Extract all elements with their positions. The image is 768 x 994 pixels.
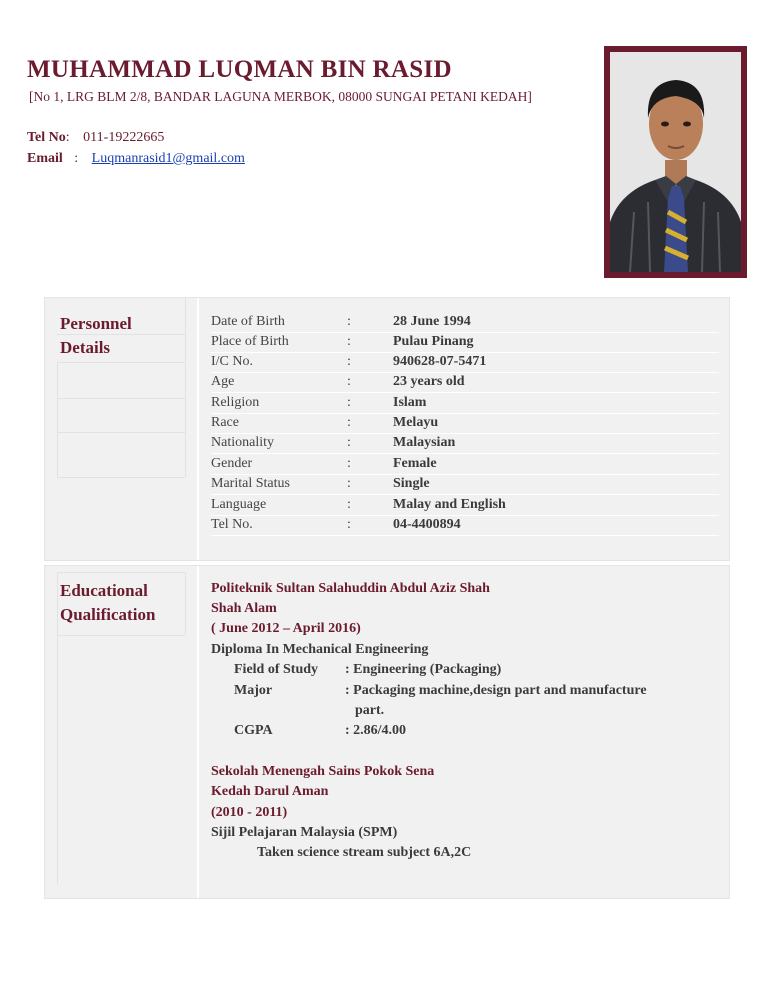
school1-location: Shah Alam	[211, 601, 277, 616]
detail-value: Islam	[393, 395, 427, 410]
major-value-cont: part.	[355, 703, 385, 718]
detail-value: 04-4400894	[393, 517, 461, 532]
personal-details-label-column	[45, 298, 199, 560]
detail-sep: :	[347, 354, 351, 369]
email-line	[27, 151, 245, 167]
school2-detail: Taken science stream subject 6A,2C	[257, 845, 472, 860]
school1-period: ( June 2012 – April 2016)	[211, 621, 361, 636]
school2-name: Sekolah Menengah Sains Pokok Sena	[211, 764, 435, 779]
field-label: Field of Study	[234, 662, 319, 677]
detail-row-marital	[211, 474, 719, 495]
school2-location: Kedah Darul Aman	[211, 784, 329, 799]
detail-sep: :	[347, 476, 351, 491]
education-title-line2: Qualification	[60, 605, 156, 624]
detail-value: Pulau Pinang	[393, 334, 474, 349]
detail-sep: :	[347, 314, 351, 329]
detail-label: Race	[211, 415, 239, 430]
detail-sep: :	[347, 334, 351, 349]
school2-period: (2010 - 2011)	[211, 805, 288, 820]
personal-title-line2: Details	[60, 338, 111, 357]
detail-label: Tel No.	[211, 517, 253, 532]
tel-value: 011-19222665	[83, 130, 165, 145]
detail-row-tel	[211, 515, 719, 536]
candidate-name: MUHAMMAD LUQMAN BIN RASID	[27, 56, 452, 83]
education-title	[60, 579, 155, 627]
detail-row-gender	[211, 454, 719, 475]
personal-details-title	[60, 312, 132, 360]
detail-row-race	[211, 413, 719, 434]
personal-details-section	[44, 297, 730, 561]
detail-label: Nationality	[211, 435, 274, 450]
detail-sep: :	[347, 435, 351, 450]
detail-row-dob	[211, 312, 719, 333]
detail-row-language	[211, 495, 719, 516]
school1-name: Politeknik Sultan Salahuddin Abdul Aziz Shah	[211, 581, 490, 596]
detail-row-ic	[211, 352, 719, 373]
email-label: Email	[27, 151, 63, 166]
detail-row-nationality	[211, 433, 719, 454]
cgpa-label: CGPA	[234, 723, 273, 738]
education-section	[44, 565, 730, 899]
school2-award: Sijil Pelajaran Malaysia (SPM)	[211, 825, 398, 840]
detail-sep: :	[347, 456, 351, 471]
detail-label: Date of Birth	[211, 314, 285, 329]
detail-value: Malaysian	[393, 435, 456, 450]
email-link[interactable]: Luqmanrasid1@gmail.com	[91, 151, 245, 166]
portrait-illustration	[610, 52, 741, 272]
education-title-line1: Educational	[60, 581, 148, 600]
education-label-column	[45, 566, 199, 898]
detail-value: Single	[393, 476, 430, 491]
detail-sep: :	[347, 374, 351, 389]
detail-row-pob	[211, 332, 719, 353]
detail-value: Female	[393, 456, 437, 471]
email-colon: :	[74, 151, 79, 166]
detail-sep: :	[347, 517, 351, 532]
detail-row-religion	[211, 393, 719, 414]
detail-label: Gender	[211, 456, 253, 471]
candidate-address: [No 1, LRG BLM 2/8, BANDAR LAGUNA MERBOK, 08000 SUNGAI PETANI KEDAH]	[29, 89, 532, 104]
detail-value: 940628-07-5471	[393, 354, 487, 369]
detail-label: Language	[211, 497, 267, 512]
detail-label: I/C No.	[211, 354, 253, 369]
detail-label: Place of Birth	[211, 334, 289, 349]
detail-label: Marital Status	[211, 476, 290, 491]
tel-colon: :	[65, 130, 70, 145]
profile-photo	[610, 52, 741, 272]
detail-value: 28 June 1994	[393, 314, 471, 329]
personal-title-line1: Personnel	[60, 314, 132, 333]
detail-row-age	[211, 372, 719, 393]
detail-sep: :	[347, 395, 351, 410]
cgpa-value: : 2.86/4.00	[345, 723, 407, 738]
profile-photo-frame	[604, 46, 747, 278]
detail-sep: :	[347, 497, 351, 512]
tel-label: Tel No	[27, 130, 66, 145]
tel-line	[27, 130, 164, 146]
detail-value: Melayu	[393, 415, 439, 430]
detail-label: Religion	[211, 395, 260, 410]
detail-sep: :	[347, 415, 351, 430]
school1-award: Diploma In Mechanical Engineering	[211, 642, 429, 657]
detail-value: 23 years old	[393, 374, 465, 389]
major-label: Major	[234, 683, 273, 698]
detail-value: Malay and English	[393, 497, 506, 512]
detail-label: Age	[211, 374, 235, 389]
field-value: : Engineering (Packaging)	[345, 662, 502, 677]
major-value: : Packaging machine,design part and manufacture	[345, 683, 647, 698]
